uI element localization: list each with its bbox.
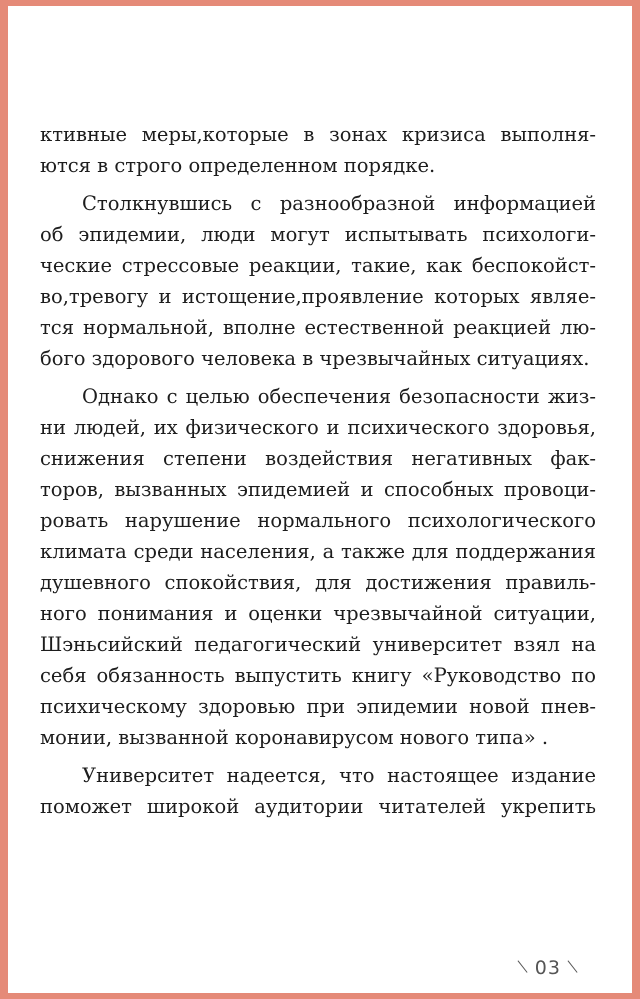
page-number [518, 957, 578, 979]
text-line: себя обязанность выпустить книгу «Руководство по [40, 664, 596, 687]
text-line: бого здорового человека в чрезвычайных ситуациях. [40, 347, 590, 370]
text-line: психическому здоровью при эпидемии новой пнев- [40, 695, 596, 718]
text-line: об эпидемии, люди могут испытывать психологи- [40, 223, 596, 246]
text-line: поможет широкой аудитории читателей укрепить [40, 795, 596, 818]
body-text [40, 119, 596, 822]
text-line: снижения степени воздействия негативных фак- [40, 447, 596, 470]
text-line: ются в строго определенном порядке. [40, 154, 436, 177]
text-line: ни людей, их физического и психического здоровья, [40, 416, 596, 439]
text-line: Однако с целью обеспечения безопасности жиз- [82, 385, 596, 408]
text-line: ческие стрессовые реакции, такие, как беспокойст- [40, 254, 596, 277]
text-line: тся нормальной, вполне естественной реакцией лю- [40, 316, 596, 339]
text-line: торов, вызванных эпидемией и способных провоци- [40, 478, 596, 501]
document-page [8, 6, 632, 993]
text-line: монии, вызванной коронавирусом нового типа» . [40, 726, 549, 749]
text-line: климата среди населения, а также для поддержания [40, 540, 596, 563]
text-line: ктивные меры,которые в зонах кризиса выполня- [40, 123, 596, 146]
backslash-icon [568, 959, 578, 973]
text-line: Столкнувшись с разнообразной информацией [82, 192, 596, 215]
backslash-icon [518, 959, 528, 973]
text-line: во,тревогу и истощение,проявление которых являе- [40, 285, 596, 308]
text-line: Университет надеется, что настоящее издание [82, 764, 596, 787]
text-line: ного понимания и оценки чрезвычайной ситуации, [40, 602, 596, 625]
page-number-value: 03 [534, 957, 561, 979]
text-line: душевного спокойствия, для достижения правиль- [40, 571, 596, 594]
text-line: Шэньсийский педагогический университет взял на [40, 633, 596, 656]
text-line: ровать нарушение нормального психологического [40, 509, 596, 532]
